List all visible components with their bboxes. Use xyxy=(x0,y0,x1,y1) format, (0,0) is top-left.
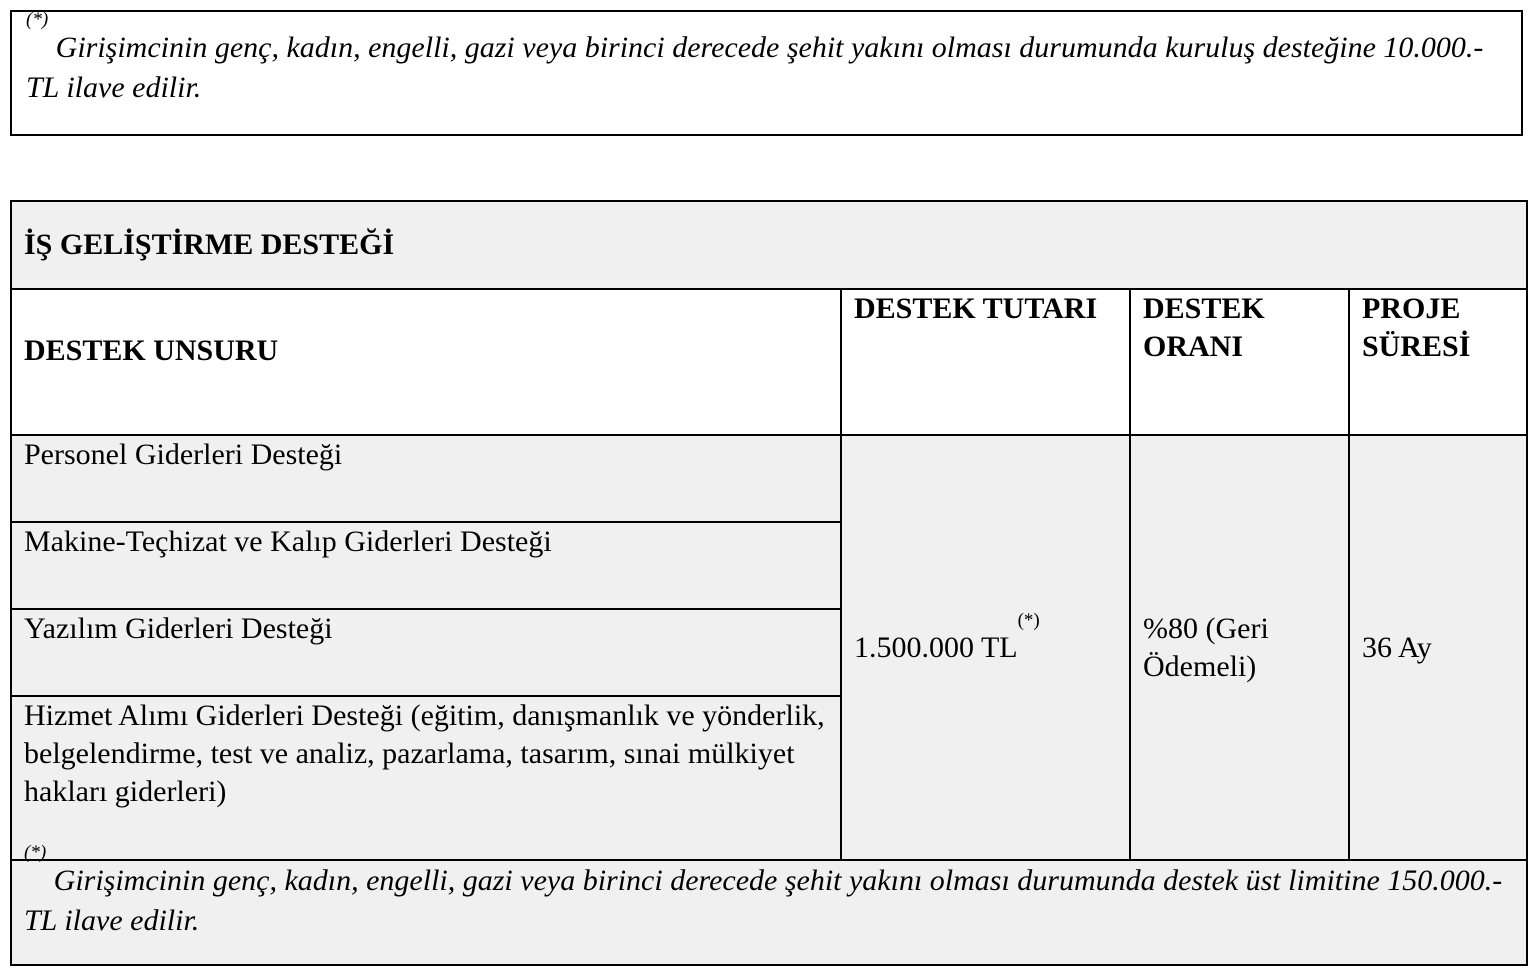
table-row: Hizmet Alımı Giderleri Desteği (eğitim, danışmanlık ve yönderlik, belgelendirme, test ve analiz, pazarlama, tasarım, sınai mülkiyet hakları giderleri) xyxy=(11,696,841,860)
footnote-marker: (*) xyxy=(24,842,47,863)
table-title: İŞ GELİŞTİRME DESTEĞİ xyxy=(11,201,1527,289)
is-gelistirme-table xyxy=(10,200,1528,966)
table-row: Yazılım Giderleri Desteği xyxy=(11,609,841,696)
header-destek-tutari: DESTEK TUTARI xyxy=(841,289,1130,435)
table-row: Personel Giderleri Desteği xyxy=(11,435,841,522)
table-footnote xyxy=(11,842,1527,965)
proje-suresi-value: 36 Ay xyxy=(1349,435,1527,860)
table-row: Makine-Teçhizat ve Kalıp Giderleri Desteği xyxy=(11,522,841,609)
header-destek-unsuru: DESTEK UNSURU xyxy=(11,289,841,435)
footnote-marker: (*) xyxy=(26,9,49,30)
header-proje-suresi: PROJE SÜRESİ xyxy=(1349,289,1527,435)
header-destek-orani: DESTEK ORANI xyxy=(1130,289,1349,435)
destek-tutari-value xyxy=(841,435,1130,860)
top-footnote-text: Girişimcinin genç, kadın, engelli, gazi veya birinci derecede şehit yakını olması durumunda kuruluş desteğine 10.000.-TL ilave edilir. xyxy=(26,31,1484,104)
top-footnote-box xyxy=(10,10,1523,136)
destek-orani-value: %80 (Geri Ödemeli) xyxy=(1130,435,1349,860)
tutar-amount: 1.500.000 TL xyxy=(854,630,1018,664)
footnote-marker: (*) xyxy=(1017,609,1040,631)
table-footnote-text: Girişimcinin genç, kadın, engelli, gazi veya birinci derecede şehit yakını olması durumunda destek üst limitine 150.000.-TL ilave edilir. xyxy=(24,864,1503,937)
